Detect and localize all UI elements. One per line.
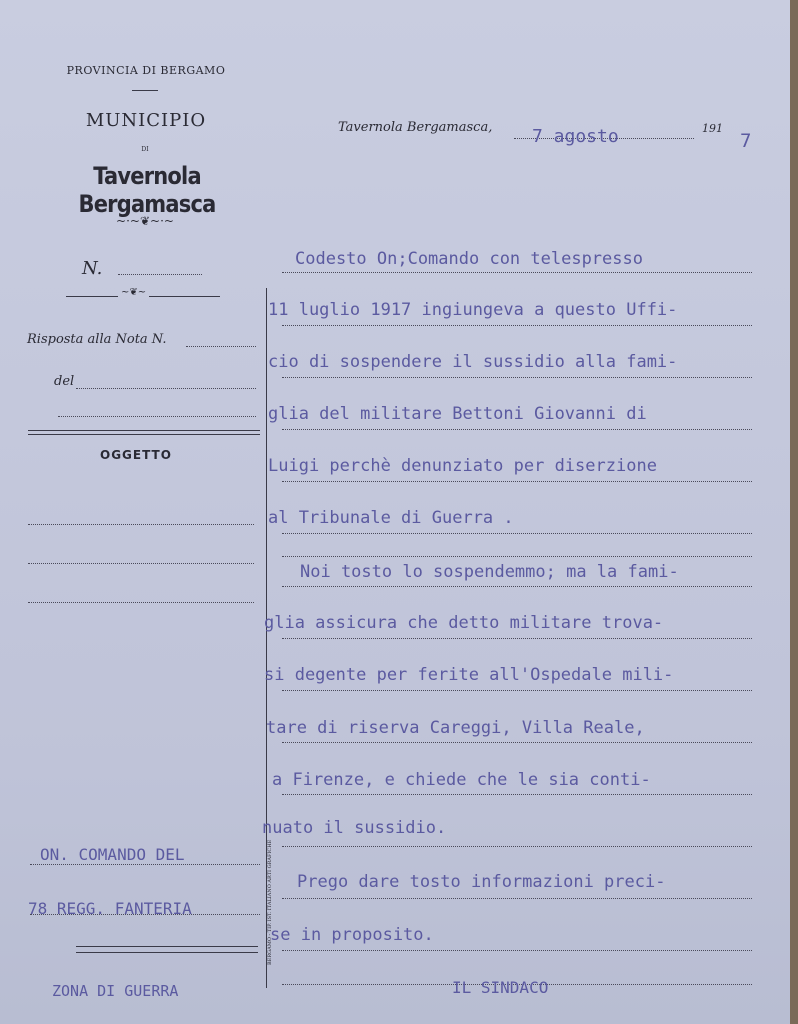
body-rule-line: [282, 556, 752, 557]
addressee-rule-3: [76, 946, 258, 947]
province-underline: [132, 90, 158, 91]
dateline-year-prefix: 191: [702, 122, 723, 135]
ornament-mid: ~❦~: [118, 287, 149, 298]
body-rule-line: [282, 742, 752, 743]
dateline-year-digit: 7: [740, 130, 752, 152]
body-line-12: nuato il sussidio.: [262, 818, 447, 838]
body-rule-line: [282, 325, 752, 326]
oggetto-line-1: [28, 524, 254, 525]
dateline-date: 7 agosto: [532, 126, 619, 147]
risposta-label: Risposta alla Nota N.: [27, 332, 167, 347]
body-line-14: se in proposito.: [270, 925, 434, 945]
body-line-4: glia del militare Bettoni Giovanni di: [268, 404, 647, 424]
numero-label: N.: [82, 258, 103, 279]
addressee-rule-4: [76, 952, 258, 953]
body-line-6: al Tribunale di Guerra .: [268, 508, 514, 528]
addressee-line-1: ON. COMANDO DEL: [40, 845, 185, 864]
dateline-place: Tavernola Bergamasca,: [338, 120, 493, 135]
body-rule-line: [282, 950, 752, 951]
del-label: del: [54, 374, 75, 389]
body-rule-line: [282, 481, 752, 482]
body-line-8: glia assicura che detto militare trova-: [264, 613, 664, 633]
town-heading: Tavernola Bergamasca: [78, 162, 216, 218]
body-rule-line: [282, 272, 752, 273]
signature: IL SINDACO: [452, 978, 549, 997]
addressee-line-3: ZONA DI GUERRA: [52, 982, 179, 1000]
oggetto-label: OGGETTO: [100, 448, 172, 462]
body-rule-line: [282, 638, 752, 639]
body-line-11: a Firenze, e chiede che le sia conti-: [272, 770, 651, 790]
oggetto-rule-2: [28, 434, 260, 435]
body-rule-line: [282, 794, 752, 795]
addressee-rule-1: [30, 864, 260, 865]
body-rule-line: [282, 846, 752, 847]
oggetto-line-3: [28, 602, 254, 603]
numero-field: [118, 274, 202, 275]
body-rule-line: [282, 429, 752, 430]
body-line-13: Prego dare tosto informazioni preci-: [297, 872, 666, 892]
body-rule-line: [282, 533, 752, 534]
di-label: DI: [141, 146, 149, 153]
body-line-1: Codesto On;Comando con telespresso: [295, 249, 643, 269]
body-rule-line: [282, 377, 752, 378]
body-rule-line: [282, 586, 752, 587]
body-line-2: 11 luglio 1917 ingiungeva a questo Uffi-: [268, 300, 678, 320]
body-line-5: Luigi perchè denunziato per diserzione: [268, 456, 657, 476]
body-rule-line: [282, 690, 752, 691]
body-line-3: cio di sospendere il sussidio alla fami-: [268, 352, 678, 372]
body-line-9: si degente per ferite all'Ospedale mili-: [264, 665, 674, 685]
risposta-field: [186, 346, 256, 347]
addressee-line-2: 78 REGG. FANTERIA: [28, 899, 192, 918]
printer-mark: BERGAMO - TIP. IST. ITALIANO ARTI GRAFICHE: [267, 839, 273, 965]
ornament-top: ~·~❦~·~: [116, 214, 174, 228]
body-line-7: Noi tosto lo sospendemmo; ma la fami-: [300, 562, 679, 582]
del-field: [76, 388, 256, 389]
oggetto-rule-1: [28, 430, 260, 431]
body-rule-line: [282, 898, 752, 899]
municipio-heading: MUNICIPIO: [85, 110, 207, 131]
body-line-10: tare di riserva Careggi, Villa Reale,: [266, 718, 645, 738]
del-field-2: [58, 416, 256, 417]
province-heading: PROVINCIA DI BERGAMO: [66, 64, 226, 77]
oggetto-line-2: [28, 563, 254, 564]
